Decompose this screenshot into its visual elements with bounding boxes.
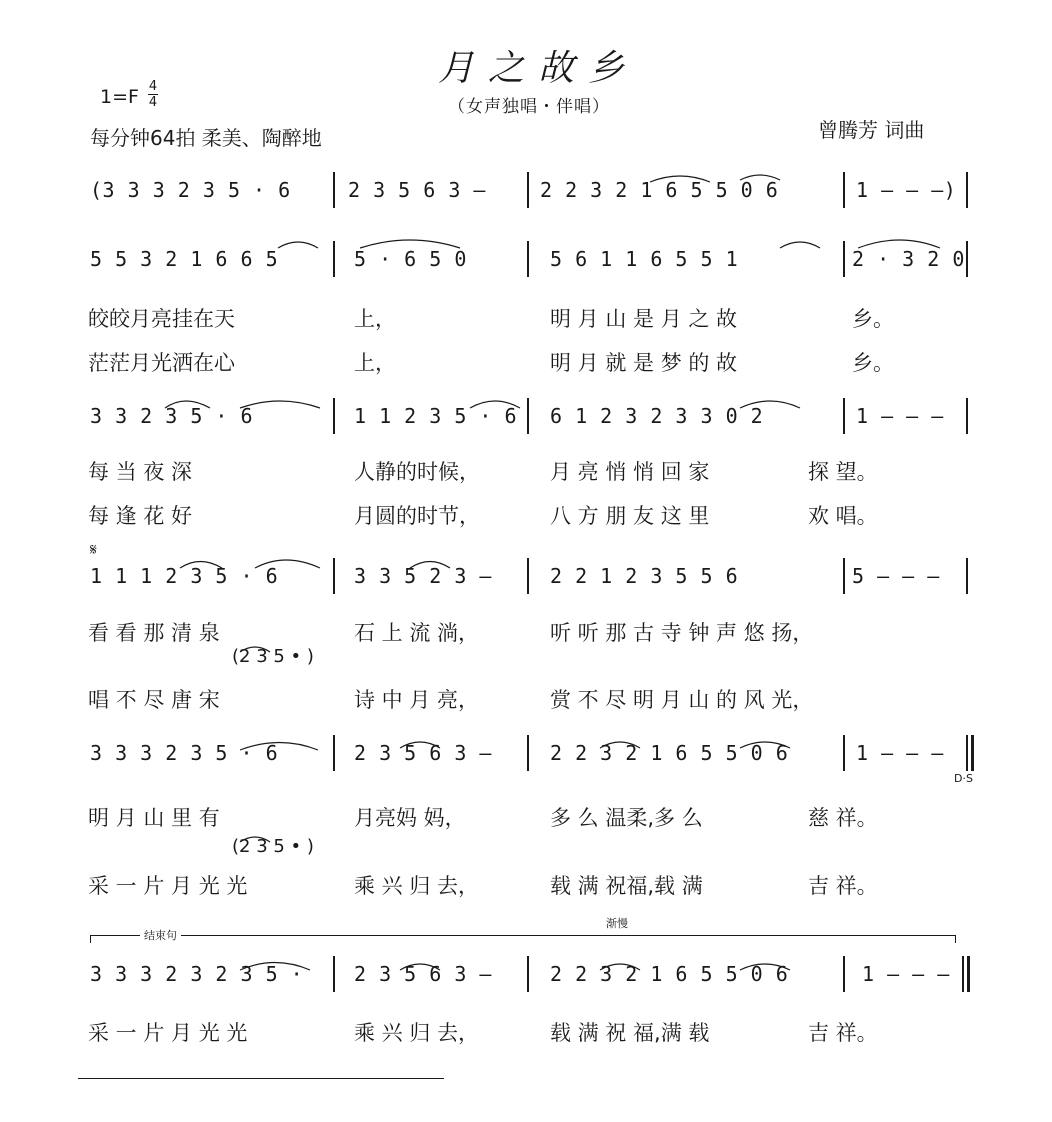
lyric-phrase: 多 么 温柔,多 么 [550, 806, 703, 830]
segno-sign: 𝄋 [90, 540, 97, 559]
measure: 5 5 3 2 1 6 6 5 [90, 247, 279, 271]
song-subtitle: （女声独唱・伴唱） [448, 97, 610, 117]
time-signature-top: 4 [148, 79, 158, 94]
measure: 5 6 1 1 6 5 5 1 [550, 247, 739, 271]
dal-segno-mark: D·S [954, 772, 973, 785]
lyric-phrase: 乘 兴 归 去， [354, 1021, 480, 1045]
lyric-phrase: 月亮妈 妈， [354, 806, 466, 830]
ending-label: 结束句 [140, 927, 181, 943]
lyric-phrase: 赏 不 尽 明 月 山 的 风 光， [550, 688, 814, 712]
measure: 3 3 2 3 5 · 6 [90, 404, 254, 428]
lyric-phrase: 乘 兴 归 去， [354, 874, 480, 898]
lyric-phrase: 采 一 片 月 光 光 [88, 874, 248, 898]
lyric-phrase: 月圆的时节， [354, 504, 480, 528]
measure: 5 · 6 5 0 [354, 247, 467, 271]
measure: 1 — — — [862, 962, 950, 986]
measure: 1 — — — [856, 404, 944, 428]
measure: 2 3 5 6 3 — [348, 178, 486, 202]
lyric-phrase: 探 望。 [808, 460, 878, 484]
lyric-phrase: 载 满 祝福,载 满 [550, 874, 703, 898]
measure: 3 3 3 2 3 2 3 5 · [90, 962, 304, 986]
lyric-phrase: 明 月 山 是 月 之 故 [550, 307, 738, 331]
lyric-phrase: 看 看 那 清 泉 [88, 621, 220, 645]
measure: 2 2 1 2 3 5 5 6 [550, 564, 739, 588]
measure: 6 1 2 3 2 3 3 0 2 [550, 404, 764, 428]
lyric-phrase: 明 月 山 里 有 [88, 806, 220, 830]
measure: 1 — — —) [856, 178, 957, 202]
measure: 2 2 3 2 1 6 5 5 0 6 [540, 178, 779, 202]
measure: 3 3 5 2 3 — [354, 564, 492, 588]
measure: 2 3 5 6 3 — [354, 741, 492, 765]
accompaniment-note: (2 3 5 • ) [232, 836, 314, 857]
lyric-phrase: 石 上 流 淌， [354, 621, 480, 645]
composer-credit: 曾腾芳 词曲 [818, 118, 925, 142]
measure: 1 — — — [856, 741, 944, 765]
song-title: 月之故乡 [438, 48, 639, 89]
lyric-phrase: 上， [354, 307, 396, 331]
measure: 5 — — — [852, 564, 940, 588]
lyric-phrase: 载 满 祝 福,满 载 [550, 1021, 710, 1045]
lyric-phrase: 慈 祥。 [808, 806, 878, 830]
lyric-phrase: 采 一 片 月 光 光 [88, 1021, 248, 1045]
lyric-phrase: 乡。 [852, 351, 894, 375]
measure: 1 1 1 2 3 5 · 6 [90, 564, 279, 588]
lyric-phrase: 唱 不 尽 唐 宋 [88, 688, 220, 712]
measure: 1 1 2 3 5 · 6 [354, 404, 518, 428]
lyric-phrase: 每 当 夜 深 [88, 460, 193, 484]
lyric-phrase: 皎皎月亮挂在天 [88, 307, 235, 331]
lyric-phrase: 乡。 [852, 307, 894, 331]
lyric-phrase: 诗 中 月 亮， [354, 688, 480, 712]
lyric-phrase: 八 方 朋 友 这 里 [550, 504, 710, 528]
lyric-phrase: 茫茫月光洒在心 [88, 351, 235, 375]
accompaniment-note: (2 3 5 • ) [232, 646, 314, 667]
lyric-phrase: 欢 唱。 [808, 504, 878, 528]
measure: 2 2 3 2 1 6 5 5 0 6 [550, 962, 789, 986]
lyric-phrase: 听 听 那 古 寺 钟 声 悠 扬， [550, 621, 814, 645]
lyric-phrase: 每 逢 花 好 [88, 504, 193, 528]
tempo-marking: 每分钟64拍 柔美、陶醉地 [90, 126, 322, 150]
lyric-phrase: 上， [354, 351, 396, 375]
ritardando-marking: 渐慢 [606, 917, 628, 930]
lyric-phrase: 吉 祥。 [808, 1021, 878, 1045]
measure: 3 3 3 2 3 5 · 6 [90, 741, 279, 765]
measure: 2 3 5 6 3 — [354, 962, 492, 986]
key-signature: 1=F [100, 86, 139, 108]
measure: 2 · 3 2 0 [852, 247, 965, 271]
lyric-phrase: 人静的时候， [354, 460, 480, 484]
measure: (3 3 3 2 3 5 · 6 [90, 178, 291, 202]
lyric-phrase: 月 亮 悄 悄 回 家 [550, 460, 710, 484]
time-signature-bottom: 4 [148, 95, 158, 110]
lyric-phrase: 吉 祥。 [808, 874, 878, 898]
lyric-phrase: 明 月 就 是 梦 的 故 [550, 351, 738, 375]
measure: 2 2 3 2 1 6 5 5 0 6 [550, 741, 789, 765]
